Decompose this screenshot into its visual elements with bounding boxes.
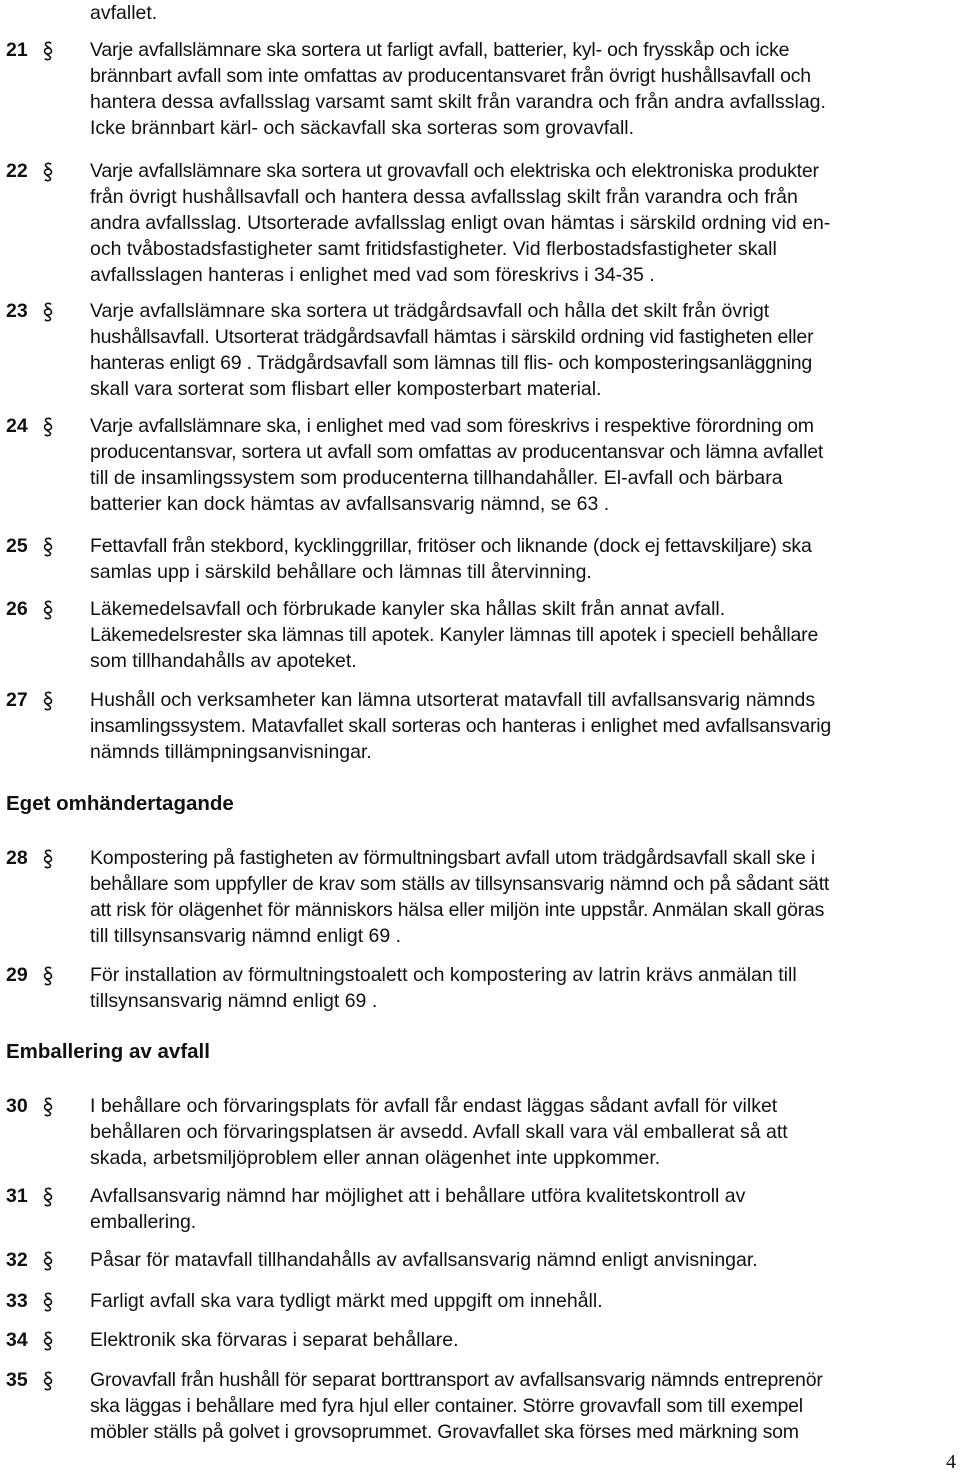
text-line: avfallsslagen hanteras i enlighet med vad som föreskrivs i 34-35 . [90, 264, 655, 286]
section-sign-icon [42, 966, 54, 986]
paragraph-35 [6, 1367, 956, 1445]
paragraph-number: 33 [6, 1290, 28, 1312]
paragraph-text [90, 37, 956, 141]
paragraph-text [90, 596, 956, 674]
paragraph-33 [6, 1288, 956, 1314]
text-line: Farligt avfall ska vara tydligt märkt med uppgift om innehåll. [90, 1290, 603, 1312]
paragraph-number: 27 [6, 689, 28, 711]
text-line: andra avfallsslag. Utsorterade avfallsslag enligt ovan hämtas i särskild ordning vid en- [90, 212, 831, 234]
section-sign-icon [42, 41, 54, 61]
text-line: att risk för olägenhet för människors hälsa eller miljön inte uppstår. Anmälan skall göras [90, 899, 825, 921]
paragraph-number: 30 [6, 1095, 28, 1117]
text-line: till de insamlingssystem som producenterna tillhandahåller. El-avfall och bärbara [90, 467, 783, 489]
paragraph-27 [6, 687, 956, 765]
paragraph-text [90, 413, 956, 517]
text-line: Varje avfallslämnare ska sortera ut grovavfall och elektriska och elektroniska produkter [90, 160, 819, 182]
text-line: behållaren och förvaringsplatsen är avsedd. Avfall skall vara väl emballerat så att [90, 1121, 788, 1143]
paragraph-number: 29 [6, 964, 28, 986]
text-line: Grovavfall från hushåll för separat borttransport av avfallsansvarig nämnds entreprenör [90, 1369, 823, 1391]
text-line: skall vara sorterat som flisbart eller komposterbart material. [90, 378, 602, 400]
text-line: hushållsavfall. Utsorterat trädgårdsavfall hämtas i särskild ordning vid fastigheten eller [90, 326, 814, 348]
paragraph-number: 28 [6, 847, 28, 869]
text-line: emballering. [90, 1211, 197, 1233]
paragraph-text [90, 533, 956, 585]
text-line: nämnds tillämpningsanvisningar. [90, 741, 372, 763]
text-line: Icke brännbart kärl- och säckavfall ska sorteras som grovavfall. [90, 117, 635, 139]
paragraph-number: 23 [6, 300, 28, 322]
paragraph-number: 34 [6, 1329, 28, 1351]
text-line: Hushåll och verksamheter kan lämna utsorterat matavfall till avfallsansvarig nämnds [90, 689, 816, 711]
text-line: ska läggas i behållare med fyra hjul eller container. Större grovavfall som till exempel [90, 1395, 803, 1417]
paragraph-28 [6, 845, 956, 949]
page-number: 4 [946, 1451, 956, 1473]
text-line: samlas upp i särskild behållare och lämnas till återvinning. [90, 561, 592, 583]
text-line: behållare som uppfyller de krav som ställs av tillsynsansvarig nämnd och på sådant sätt [90, 873, 830, 895]
paragraph-text [90, 158, 956, 288]
text-line: brännbart avfall som inte omfattas av producentansvaret från övrigt hushållsavfall och [90, 65, 811, 87]
section-sign-icon [42, 302, 54, 322]
section-sign-icon [42, 1251, 54, 1271]
paragraph-text [90, 1183, 956, 1235]
section-sign-icon [42, 849, 54, 869]
paragraph-30 [6, 1093, 956, 1171]
paragraph-24 [6, 413, 956, 517]
text-line: Varje avfallslämnare ska sortera ut farligt avfall, batterier, kyl- och frysskåp och icke [90, 39, 790, 61]
paragraph-number: 31 [6, 1185, 28, 1207]
section-sign-icon [42, 417, 54, 437]
section-sign-icon [42, 162, 54, 182]
paragraph-text [90, 1367, 956, 1445]
paragraph-number: 24 [6, 415, 28, 437]
paragraph-25 [6, 533, 956, 585]
paragraph-text [90, 1288, 956, 1314]
section-sign-icon [42, 1371, 54, 1391]
section-sign-icon [42, 600, 54, 620]
text-line: möbler ställs på golvet i grovsoprummet. Grovavfallet ska förses med märkning som [90, 1421, 799, 1443]
text-line: insamlingssystem. Matavfallet skall sorteras och hanteras i enlighet med avfallsansvarig [90, 715, 832, 737]
text-line: batterier kan dock hämtas av avfallsansvarig nämnd, se 63 . [90, 493, 610, 515]
text-line: hanteras enligt 69 . Trädgårdsavfall som lämnas till flis- och komposteringsanläggning [90, 352, 813, 374]
text-line: Varje avfallslämnare ska sortera ut trädgårdsavfall och hålla det skilt från övrigt [90, 300, 770, 322]
paragraph-32 [6, 1247, 956, 1273]
paragraph-text [90, 298, 956, 402]
paragraph-31 [6, 1183, 956, 1235]
text-line: hantera dessa avfallsslag varsamt samt skilt från varandra och från andra avfallsslag. [90, 91, 826, 113]
paragraph-26 [6, 596, 956, 674]
paragraph-number: 22 [6, 160, 28, 182]
text-line: tillsynsansvarig nämnd enligt 69 . [90, 990, 378, 1012]
section-sign-icon [42, 1292, 54, 1312]
paragraph-number: 26 [6, 598, 28, 620]
text-line: För installation av förmultningstoalett och kompostering av latrin krävs anmälan till [90, 964, 797, 986]
text-line: Läkemedelsrester ska lämnas till apotek. Kanyler lämnas till apotek i speciell behållare [90, 624, 819, 646]
text-line: Varje avfallslämnare ska, i enlighet med vad som föreskrivs i respektive förordning om [90, 415, 814, 437]
text-line: till tillsynsansvarig nämnd enligt 69 . [90, 925, 402, 947]
paragraph-number: 25 [6, 535, 28, 557]
text-line: Påsar för matavfall tillhandahålls av avfallsansvarig nämnd enligt anvisningar. [90, 1249, 758, 1271]
text-line: och tvåbostadsfastigheter samt fritidsfastigheter. Vid flerbostadsfastigheter skall [90, 238, 777, 260]
paragraph-text [90, 1327, 956, 1353]
section-heading: Emballering av avfall [6, 1040, 210, 1063]
paragraph-number: 35 [6, 1369, 28, 1391]
paragraph-text [90, 845, 956, 949]
section-heading: Eget omhändertagande [6, 792, 234, 815]
text-line: Kompostering på fastigheten av förmultningsbart avfall utom trädgårdsavfall skall ske i [90, 847, 816, 869]
text-line: Läkemedelsavfall och förbrukade kanyler ska hållas skilt från annat avfall. [90, 598, 726, 620]
section-sign-icon [42, 691, 54, 711]
paragraph-text [90, 687, 956, 765]
paragraph-number: 32 [6, 1249, 28, 1271]
text-line: producentansvar, sortera ut avfall som omfattas av producentansvar och lämna avfallet [90, 441, 824, 463]
section-sign-icon [42, 1097, 54, 1117]
paragraph-number: 21 [6, 39, 28, 61]
paragraph-23 [6, 298, 956, 402]
text-line: Fettavfall från stekbord, kycklinggrillar, fritöser och liknande (dock ej fettavskiljare) ska [90, 535, 812, 557]
paragraph-text [90, 1093, 956, 1171]
text-line: Elektronik ska förvaras i separat behållare. [90, 1329, 459, 1351]
paragraph-22 [6, 158, 956, 288]
text-line: som tillhandahålls av apoteket. [90, 650, 357, 672]
paragraph-text [90, 1247, 956, 1273]
text-line: Avfallsansvarig nämnd har möjlighet att i behållare utföra kvalitetskontroll av [90, 1185, 746, 1207]
paragraph-29 [6, 962, 956, 1014]
text-line: skada, arbetsmiljöproblem eller annan olägenhet inte uppkommer. [90, 1147, 661, 1169]
paragraph-21 [6, 37, 956, 141]
text-line: I behållare och förvaringsplats för avfall får endast läggas sådant avfall för vilket [90, 1095, 778, 1117]
section-sign-icon [42, 1187, 54, 1207]
continued-text: avfallet. [90, 2, 158, 24]
paragraph-text [90, 962, 956, 1014]
section-sign-icon [42, 1331, 54, 1351]
paragraph-34 [6, 1327, 956, 1353]
section-sign-icon [42, 537, 54, 557]
text-line: från övrigt hushållsavfall och hantera dessa avfallsslag skilt från varandra och från [90, 186, 798, 208]
